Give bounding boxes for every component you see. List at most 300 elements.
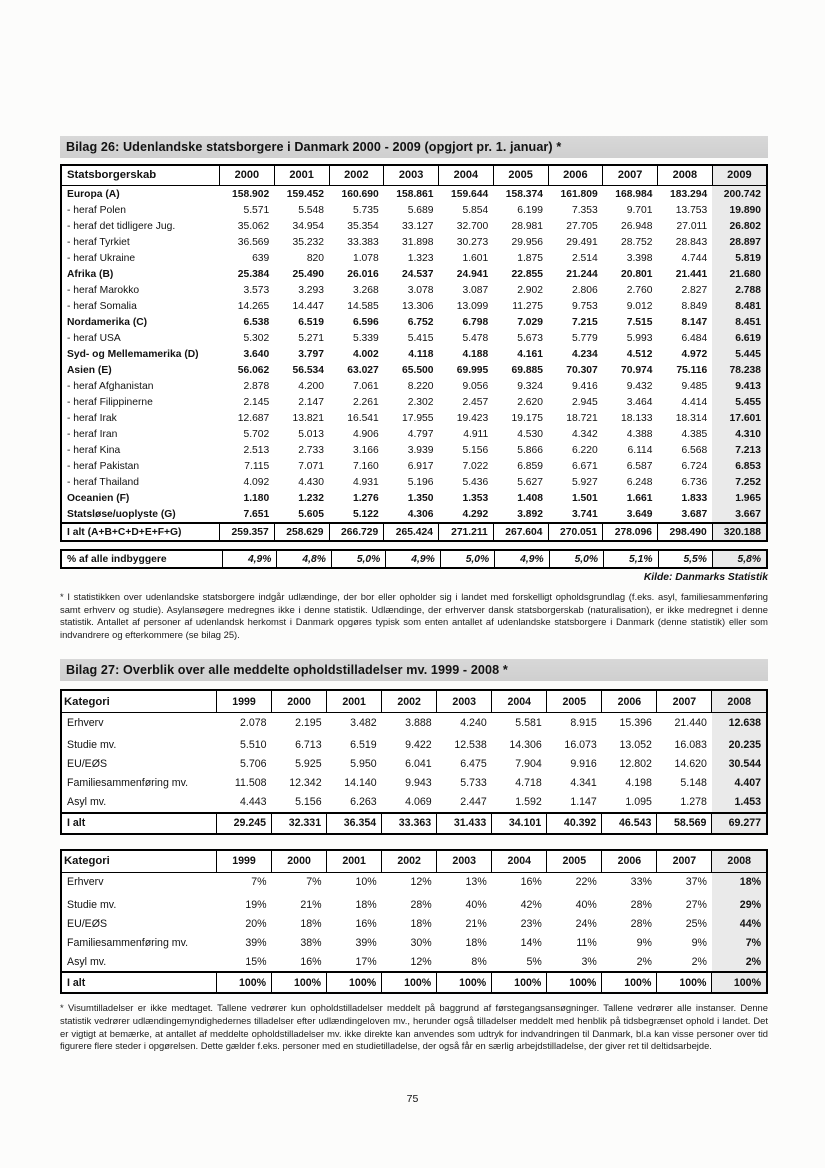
table-row [61,736,767,755]
value-cell: 2.827 [681,284,708,296]
value-cell: 6.619 [712,330,767,346]
value-cell: 5.013 [298,428,324,440]
value-cell: 5.673 [517,332,543,344]
row-label: - heraf USA [67,332,121,344]
value-cell: 13.821 [292,412,324,424]
column-header: Statsborgerskab [61,165,220,186]
value-cell: 6.484 [681,332,708,344]
value-cell: 5.548 [298,204,324,216]
value-cell: 14.306 [509,739,542,752]
value-cell: 4.388 [626,428,653,440]
value-cell: 14.620 [674,758,707,771]
value-cell: 9.416 [571,380,598,392]
year-header: 2000 [272,690,327,713]
value-cell: 17% [355,955,377,968]
value-cell: 100% [327,972,382,993]
row-label: - heraf Marokko [67,284,140,296]
value-cell: 28.981 [511,220,543,232]
value-cell: 100% [382,972,437,993]
table-row [61,362,767,378]
value-cell: 19.175 [511,412,543,424]
value-cell: 25% [685,917,707,930]
value-cell: 23% [520,917,542,930]
bilag26-percent-table [60,549,768,569]
year-header: 2008 [658,165,713,186]
value-cell: 4.797 [407,428,434,440]
value-cell: 265.424 [384,523,439,541]
year-header: 2004 [492,690,547,713]
value-cell: 3.078 [407,284,434,296]
table-row [61,813,767,834]
year-header: 2000 [220,165,275,186]
value-cell: 1.661 [626,492,653,504]
value-cell: 20.235 [712,736,767,755]
row-label: - heraf Irak [67,412,117,424]
value-cell: 30.544 [712,755,767,774]
value-cell: 5.445 [712,346,767,362]
value-cell: 7.115 [244,460,270,472]
row-label: - heraf Polen [67,204,126,216]
row-label: EU/EØS [67,917,108,930]
value-cell: 4.443 [240,796,267,809]
year-header: 2000 [272,850,327,873]
table-row [61,202,767,218]
table-row [61,282,767,298]
value-cell: 14.447 [292,300,324,312]
year-header: 2009 [712,165,767,186]
value-cell: 28.752 [621,236,653,248]
value-cell: 9.485 [681,380,708,392]
value-cell: 28.897 [712,234,767,250]
value-cell: 16% [300,955,322,968]
value-cell: 160.690 [341,188,379,200]
value-cell: 1.278 [680,796,707,809]
value-cell: 4.342 [571,428,598,440]
value-cell: 25.490 [292,268,324,280]
value-cell: 6.248 [626,476,653,488]
value-cell: 9% [636,936,652,949]
value-cell: 2.733 [298,444,324,456]
bilag27-footnote: * Visumtilladelser er ikke medtaget. Tallene vedrører kun opholdstilladelser meddelt på baggrund af førstegangsansøgninger. Tallene vedrører alle instanser. Denne statistik vedrører udlændingemyndighedernes tilladelser efter udlændingeloven mv., herunder også tilladelser meddelt med henblik på tidsbegrænset ophold i landet. Det er vigtigt at bemærke, at antallet af meddelte opholdstilladelser mv. ikke direkte kan anvendes som udtryk for indvandringen til Danmark, bl.a kan visse personer over tid figurere flere steder i opgørelsen. Dette gælder f.eks. personer med en studietilladelse, der også får en særlig arbejdstilladelse, der giver ret til deltidsarbejde. [60,1002,768,1052]
value-cell: 56.062 [237,364,270,376]
value-cell: 14.140 [344,777,377,790]
value-cell: 5.706 [240,758,267,771]
value-cell: 2.261 [352,396,379,408]
table-row [61,442,767,458]
value-cell: 22.855 [511,268,543,280]
value-cell: 10% [355,876,377,889]
value-cell: 26.802 [712,218,767,234]
value-cell: 8% [471,955,487,968]
value-cell: 5.302 [243,332,270,344]
value-cell: 5,0% [331,550,385,568]
value-cell: 7.022 [462,460,489,472]
value-cell: 100% [657,972,712,993]
value-cell: 24.941 [456,268,489,280]
year-header: 2005 [493,165,548,186]
value-cell: 27% [685,898,707,911]
value-cell: 5.156 [462,444,489,456]
value-cell: 16% [355,917,377,930]
value-cell: 1.965 [712,490,767,506]
year-header: 2001 [327,850,382,873]
value-cell: 2.945 [571,396,598,408]
value-cell: 2.195 [295,716,322,729]
value-cell: 78.238 [712,362,767,378]
row-label: - heraf Tyrkiet [67,236,130,248]
value-cell: 29% [712,895,767,914]
table-row [61,755,767,774]
value-cell: 24% [575,917,597,930]
value-cell: 20.801 [621,268,653,280]
value-cell: 5.478 [462,332,489,344]
value-cell: 1.408 [517,492,543,504]
value-cell: 1.350 [407,492,434,504]
value-cell: 9.422 [405,739,432,752]
value-cell: 270.051 [548,523,603,541]
value-cell: 69.885 [511,364,543,376]
value-cell: 5.925 [295,758,322,771]
bilag26-title: Bilag 26: Udenlandske statsborgere i Danmark 2000 - 2009 (opgjort pr. 1. januar) * [60,136,768,158]
table-row [61,346,767,362]
year-header: 2007 [657,690,712,713]
value-cell: 1.078 [352,252,379,264]
value-cell: 4.200 [298,380,324,392]
value-cell: 6.220 [571,444,598,456]
value-cell: 6.114 [627,444,653,456]
table-row [61,774,767,793]
value-cell: 5,0% [549,550,603,568]
value-cell: 4.118 [408,348,434,360]
value-cell: 258.629 [274,523,329,541]
value-cell: 320.188 [712,523,767,541]
value-cell: 19.890 [712,202,767,218]
data-table [60,849,768,995]
row-label: - heraf Thailand [67,476,139,488]
value-cell: 8.147 [681,316,708,328]
year-header: 2007 [657,850,712,873]
value-cell: 4.341 [570,777,597,790]
value-cell: 7.904 [515,758,542,771]
value-cell: 16.083 [674,739,707,752]
value-cell: 100% [712,972,767,993]
value-cell: 12% [410,955,432,968]
value-cell: 18.721 [566,412,598,424]
value-cell: 21.440 [674,716,707,729]
value-cell: 4.931 [352,476,379,488]
value-cell: 3.268 [352,284,379,296]
year-header: 2002 [329,165,384,186]
value-cell: 28.843 [675,236,708,248]
page-number: 75 [406,1093,419,1105]
value-cell: 9.701 [626,204,653,216]
value-cell: 7.071 [298,460,324,472]
row-label: I alt (A+B+C+D+E+F+G) [61,523,220,541]
bilag26-table [60,164,768,542]
value-cell: 40% [575,898,597,911]
value-cell: 7.029 [517,316,543,328]
value-cell: 298.490 [658,523,713,541]
value-cell: 100% [437,972,492,993]
value-cell: 8.849 [681,300,708,312]
value-cell: 4.718 [515,777,542,790]
year-header: 2003 [437,690,492,713]
value-cell: 6.853 [712,458,767,474]
value-cell: 7% [251,876,267,889]
value-cell: 2% [712,952,767,972]
value-cell: 5.156 [295,796,322,809]
value-cell: 56.534 [292,364,324,376]
table-row [61,506,767,523]
value-cell: 200.742 [712,186,767,203]
value-cell: 9.413 [712,378,767,394]
value-cell: 6.671 [571,460,598,472]
value-cell: 271.211 [439,523,494,541]
value-cell: 4.092 [243,476,270,488]
value-cell: 2.788 [712,282,767,298]
value-cell: 14% [520,936,542,949]
value-cell: 35.062 [237,220,270,232]
year-header: 2003 [437,850,492,873]
value-cell: 5.455 [712,394,767,410]
value-cell: 3.741 [571,508,598,520]
row-label: I alt [61,972,217,993]
value-cell: 5.927 [571,476,598,488]
value-cell: 1.147 [570,796,597,809]
value-cell: 4.198 [625,777,652,790]
value-cell: 4.911 [463,428,489,440]
value-cell: 5.993 [626,332,653,344]
value-cell: 1.180 [243,492,270,504]
value-cell: 5.735 [352,204,379,216]
value-cell: 32.700 [456,220,489,232]
value-cell: 158.861 [396,188,434,200]
value-cell: 4,8% [277,550,331,568]
value-cell: 70.974 [621,364,653,376]
year-header: 2007 [603,165,658,186]
value-cell: 46.543 [602,813,657,834]
value-cell: 6.568 [681,444,708,456]
value-cell: 18% [712,872,767,895]
value-cell: 1.833 [681,492,708,504]
row-label: Erhverv [67,876,104,889]
value-cell: 5,1% [604,550,658,568]
value-cell: 33.127 [402,220,434,232]
value-cell: 37% [685,876,707,889]
value-cell: 9.943 [405,777,432,790]
value-cell: 8.915 [570,716,597,729]
value-cell: 267.604 [493,523,548,541]
table-row [61,234,767,250]
value-cell: 100% [272,972,327,993]
value-cell: 28% [630,898,652,911]
value-cell: 4.310 [712,426,767,442]
value-cell: 19.423 [456,412,489,424]
value-cell: 8.220 [407,380,434,392]
value-cell: 16.073 [564,739,597,752]
value-cell: 2.878 [243,380,270,392]
value-cell: 5.689 [407,204,434,216]
value-cell: 2.513 [243,444,270,456]
value-cell: 3.166 [352,444,379,456]
value-cell: 5.733 [460,777,487,790]
value-cell: 6.596 [352,316,379,328]
table-row [61,952,767,972]
column-header: Kategori [61,690,217,713]
table-row [61,378,767,394]
value-cell: 4.530 [517,428,543,440]
data-table [60,549,768,569]
value-cell: 161.809 [560,188,598,200]
value-cell: 3.087 [462,284,489,296]
value-cell: 3.640 [243,348,270,360]
value-cell: 11.508 [234,777,267,790]
value-cell: 7% [712,933,767,952]
value-cell: 7.651 [243,508,270,520]
row-label: Oceanien (F) [67,492,130,504]
value-cell: 28% [630,917,652,930]
year-header: 2006 [548,165,603,186]
table-row [61,330,767,346]
value-cell: 4,9% [223,550,277,568]
value-cell: 4.188 [462,348,489,360]
value-cell: 12.638 [712,713,767,736]
value-cell: 4.972 [681,348,708,360]
value-cell: 4,9% [495,550,549,568]
value-cell: 22% [575,876,597,889]
column-header: Kategori [61,850,217,873]
value-cell: 36.569 [237,236,270,248]
value-cell: 7.353 [571,204,598,216]
year-header: 2008 [712,850,767,873]
value-cell: 2.902 [517,284,543,296]
value-cell: 5.627 [517,476,543,488]
value-cell: 5.122 [352,508,379,520]
value-cell: 7.061 [352,380,379,392]
value-cell: 259.357 [220,523,275,541]
value-cell: 33.383 [347,236,379,248]
value-cell: 159.452 [286,188,324,200]
value-cell: 12.802 [619,758,652,771]
value-cell: 2.760 [626,284,653,296]
table-row [61,266,767,282]
row-label: Statsløse/uoplyste (G) [67,508,176,520]
value-cell: 1.501 [571,492,598,504]
value-cell: 3.939 [407,444,434,456]
value-cell: 5.148 [680,777,707,790]
value-cell: 18% [465,936,487,949]
table-row [61,186,767,203]
value-cell: 18.314 [675,412,708,424]
row-label: Syd- og Mellemamerika (D) [67,348,199,360]
value-cell: 29.956 [511,236,543,248]
year-header: 2004 [439,165,494,186]
row-label: - heraf Filippinerne [67,396,153,408]
value-cell: 69.995 [456,364,489,376]
value-cell: 1.875 [517,252,543,264]
value-cell: 6.263 [350,796,377,809]
value-cell: 21.441 [675,268,708,280]
value-cell: 17.601 [712,410,767,426]
row-label: - heraf Kina [67,444,121,456]
value-cell: 29.491 [566,236,598,248]
value-cell: 820 [306,252,324,264]
value-cell: 35.354 [347,220,379,232]
value-cell: 2.145 [243,396,270,408]
value-cell: 26.948 [621,220,653,232]
value-cell: 6.752 [407,316,434,328]
value-cell: 7% [306,876,322,889]
value-cell: 4.292 [462,508,489,520]
value-cell: 5,5% [658,550,712,568]
value-cell: 13.753 [675,204,708,216]
value-cell: 3.687 [681,508,708,520]
value-cell: 4.069 [405,796,432,809]
value-cell: 2.302 [407,396,434,408]
year-header: 1999 [217,850,272,873]
value-cell: 40.392 [547,813,602,834]
value-cell: 4.240 [460,716,487,729]
table-row [61,895,767,914]
value-cell: 18% [355,898,377,911]
value-cell: 158.902 [232,188,270,200]
value-cell: 27.705 [566,220,598,232]
value-cell: 6.041 [405,758,432,771]
value-cell: 32.331 [272,813,327,834]
bilag27-title: Bilag 27: Overblik over alle meddelte opholdstilladelser mv. 1999 - 2008 * [60,659,768,681]
value-cell: 34.954 [292,220,324,232]
value-cell: 12.687 [237,412,270,424]
value-cell: 20% [245,917,267,930]
value-cell: 7.252 [712,474,767,490]
value-cell: 31.433 [437,813,492,834]
value-cell: 4.234 [571,348,598,360]
value-cell: 35.232 [292,236,324,248]
value-cell: 1.276 [352,492,379,504]
value-cell: 31.898 [402,236,434,248]
value-cell: 6.519 [350,739,377,752]
value-cell: 40% [465,898,487,911]
value-cell: 28% [410,898,432,911]
value-cell: 58.569 [657,813,712,834]
value-cell: 2.147 [298,396,324,408]
row-label: - heraf Iran [67,428,118,440]
value-cell: 9.012 [626,300,653,312]
value-cell: 4.744 [681,252,708,264]
value-cell: 5.854 [462,204,489,216]
value-cell: 6.538 [243,316,270,328]
value-cell: 69.277 [712,813,767,834]
row-label: - heraf Afghanistan [67,380,154,392]
value-cell: 19% [245,898,267,911]
data-table [60,164,768,542]
row-label: Studie mv. [67,898,117,911]
header-row [61,165,767,186]
row-label: Asyl mv. [67,955,107,968]
value-cell: 4.385 [681,428,708,440]
value-cell: 266.729 [329,523,384,541]
value-cell: 5.866 [517,444,543,456]
value-cell: 9% [691,936,707,949]
value-cell: 34.101 [492,813,547,834]
value-cell: 158.374 [505,188,543,200]
value-cell: 2.457 [462,396,489,408]
value-cell: 5.436 [462,476,489,488]
value-cell: 12.538 [454,739,487,752]
header-row [61,850,767,873]
value-cell: 5.415 [407,332,434,344]
value-cell: 18.133 [621,412,653,424]
